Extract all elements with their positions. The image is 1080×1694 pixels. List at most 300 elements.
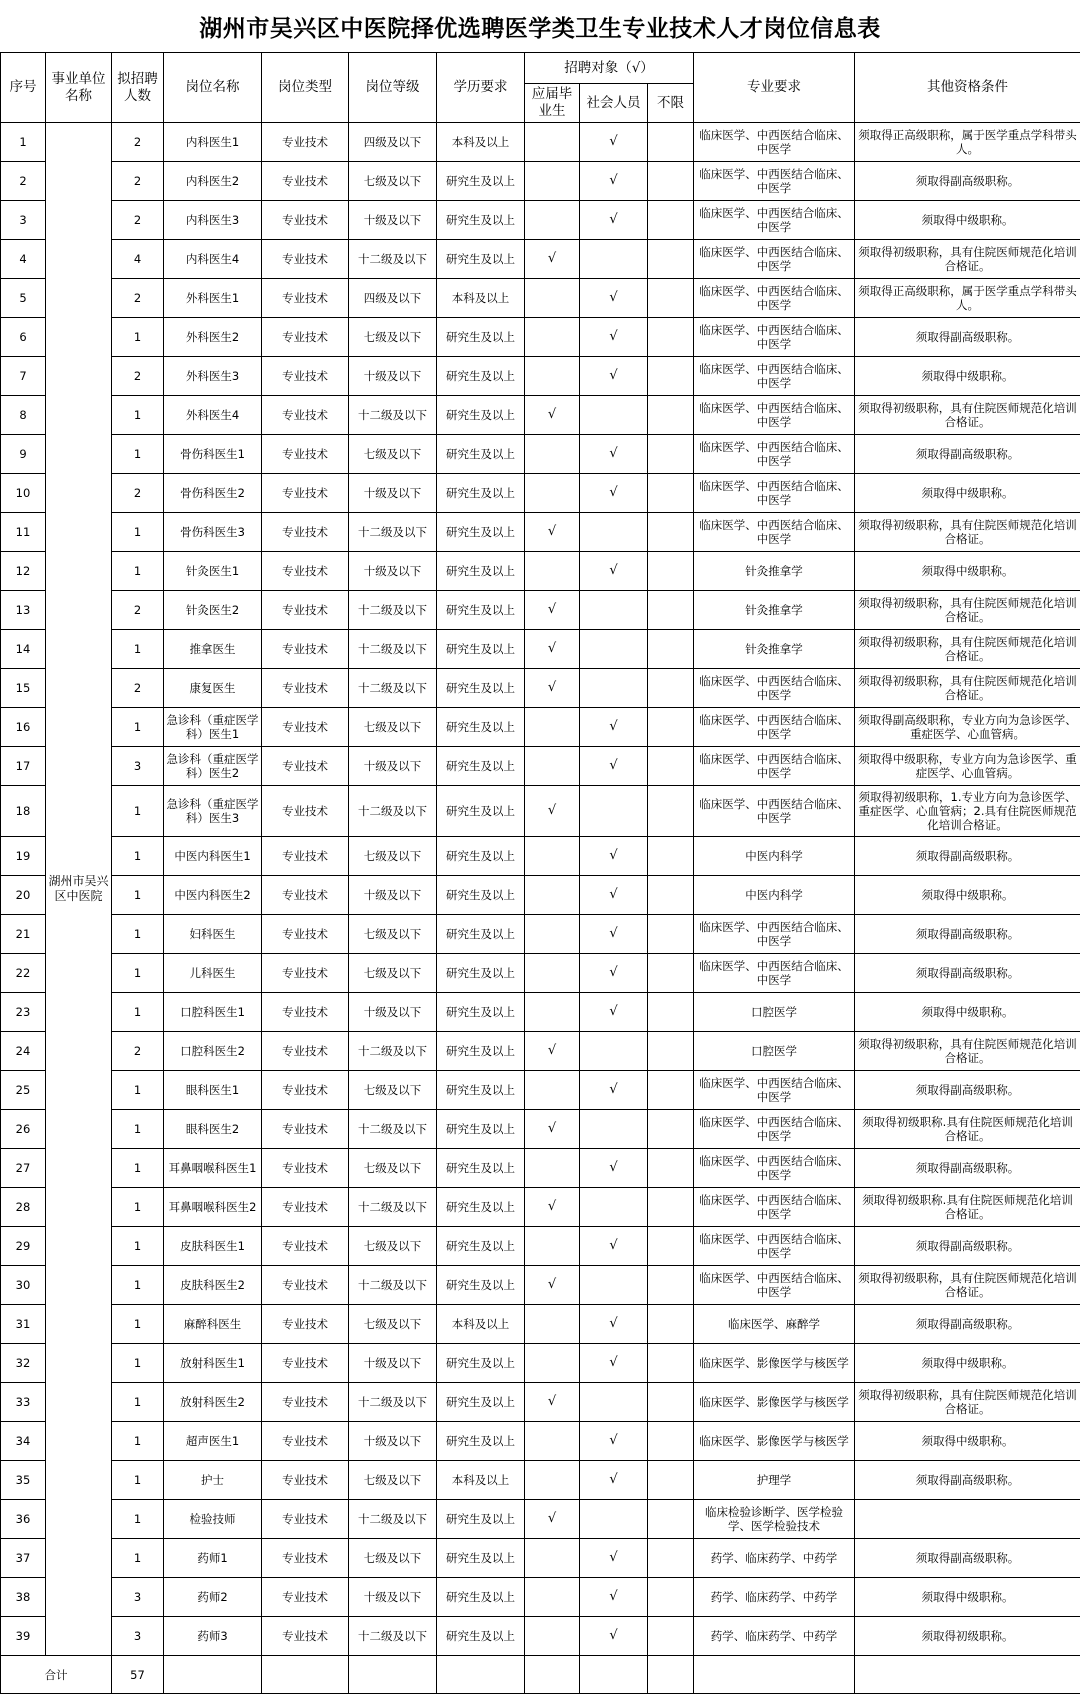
- table-row: [1, 1578, 1080, 1617]
- unlimited-cell: [648, 1032, 694, 1071]
- major-cell: 口腔医学: [694, 1032, 855, 1071]
- social-cell: √: [580, 1344, 648, 1383]
- seq-cell: 8: [1, 396, 46, 435]
- other-cell: 须取得副高级职称。: [855, 1539, 1080, 1578]
- education-cell: 研究生及以上: [437, 1266, 525, 1305]
- table-row: [1, 876, 1080, 915]
- post-level-cell: 七级及以下: [349, 435, 437, 474]
- social-cell: √: [580, 837, 648, 876]
- social-cell: √: [580, 474, 648, 513]
- post-type-cell: 专业技术: [262, 357, 349, 396]
- education-cell: 研究生及以上: [437, 1071, 525, 1110]
- post-level-cell: 十级及以下: [349, 357, 437, 396]
- post-level-cell: 七级及以下: [349, 1539, 437, 1578]
- total-row: [1, 1656, 1080, 1694]
- major-cell: 临床医学、中西医结合临床、中医学: [694, 396, 855, 435]
- count-cell: 1: [112, 786, 164, 837]
- count-cell: 1: [112, 876, 164, 915]
- fresh-grad-cell: [525, 123, 580, 162]
- fresh-grad-cell: [525, 1071, 580, 1110]
- major-cell: 中医内科学: [694, 876, 855, 915]
- education-cell: 研究生及以上: [437, 1422, 525, 1461]
- post-type-cell: 专业技术: [262, 162, 349, 201]
- post-level-cell: 十二级及以下: [349, 630, 437, 669]
- post-level-cell: 十二级及以下: [349, 1110, 437, 1149]
- fresh-grad-cell: [525, 747, 580, 786]
- table-row: [1, 669, 1080, 708]
- other-cell: 须取得初级职称，具有住院医师规范化培训合格证。: [855, 1032, 1080, 1071]
- post-type-cell: 专业技术: [262, 1344, 349, 1383]
- other-cell: 须取得初级职称，具有住院医师规范化培训合格证。: [855, 591, 1080, 630]
- seq-cell: 21: [1, 915, 46, 954]
- post-level-cell: 十级及以下: [349, 1344, 437, 1383]
- social-cell: [580, 1383, 648, 1422]
- other-cell: 须取得副高级职称。: [855, 1149, 1080, 1188]
- education-cell: 研究生及以上: [437, 1500, 525, 1539]
- unlimited-cell: [648, 123, 694, 162]
- header-other: 其他资格条件: [855, 53, 1080, 123]
- fresh-grad-cell: [525, 954, 580, 993]
- post-level-cell: 十级及以下: [349, 747, 437, 786]
- fresh-grad-cell: [525, 474, 580, 513]
- table-row: [1, 1188, 1080, 1227]
- table-row: [1, 1422, 1080, 1461]
- post-name-cell: 中医内科医生1: [164, 837, 262, 876]
- fresh-grad-cell: √: [525, 1500, 580, 1539]
- post-type-cell: 专业技术: [262, 1383, 349, 1422]
- count-cell: 1: [112, 837, 164, 876]
- post-level-cell: 七级及以下: [349, 318, 437, 357]
- major-cell: 临床医学、中西医结合临床、中医学: [694, 1149, 855, 1188]
- total-empty-cell: [580, 1656, 648, 1694]
- education-cell: 研究生及以上: [437, 1032, 525, 1071]
- table-row: [1, 630, 1080, 669]
- education-cell: 研究生及以上: [437, 837, 525, 876]
- education-cell: 研究生及以上: [437, 1188, 525, 1227]
- fresh-grad-cell: [525, 915, 580, 954]
- post-name-cell: 护士: [164, 1461, 262, 1500]
- post-level-cell: 十二级及以下: [349, 396, 437, 435]
- other-cell: 须取得中级职称。: [855, 1344, 1080, 1383]
- table-row: [1, 240, 1080, 279]
- post-type-cell: 专业技术: [262, 669, 349, 708]
- unlimited-cell: [648, 915, 694, 954]
- seq-cell: 36: [1, 1500, 46, 1539]
- seq-cell: 13: [1, 591, 46, 630]
- seq-cell: 14: [1, 630, 46, 669]
- post-type-cell: 专业技术: [262, 1305, 349, 1344]
- post-level-cell: 十二级及以下: [349, 669, 437, 708]
- seq-cell: 20: [1, 876, 46, 915]
- social-cell: [580, 630, 648, 669]
- education-cell: 研究生及以上: [437, 1383, 525, 1422]
- social-cell: √: [580, 747, 648, 786]
- social-cell: √: [580, 162, 648, 201]
- table-row: [1, 1266, 1080, 1305]
- major-cell: 临床医学、影像医学与核医学: [694, 1422, 855, 1461]
- other-cell: 须取得中级职称。: [855, 357, 1080, 396]
- seq-cell: 22: [1, 954, 46, 993]
- unlimited-cell: [648, 876, 694, 915]
- post-name-cell: 中医内科医生2: [164, 876, 262, 915]
- unlimited-cell: [648, 1344, 694, 1383]
- major-cell: 临床医学、中西医结合临床、中医学: [694, 123, 855, 162]
- other-cell: 须取得副高级职称。: [855, 954, 1080, 993]
- fresh-grad-cell: √: [525, 513, 580, 552]
- table-row: [1, 357, 1080, 396]
- education-cell: 研究生及以上: [437, 240, 525, 279]
- major-cell: 临床医学、中西医结合临床、中医学: [694, 240, 855, 279]
- fresh-grad-cell: [525, 1227, 580, 1266]
- post-name-cell: 急诊科（重症医学科）医生2: [164, 747, 262, 786]
- post-level-cell: 七级及以下: [349, 1071, 437, 1110]
- major-cell: 药学、临床药学、中药学: [694, 1578, 855, 1617]
- social-cell: [580, 513, 648, 552]
- education-cell: 研究生及以上: [437, 474, 525, 513]
- table-body: [1, 123, 1080, 1694]
- major-cell: 临床医学、中西医结合临床、中医学: [694, 1188, 855, 1227]
- social-cell: [580, 591, 648, 630]
- post-level-cell: 七级及以下: [349, 1227, 437, 1266]
- social-cell: √: [580, 1461, 648, 1500]
- major-cell: 临床医学、中西医结合临床、中医学: [694, 669, 855, 708]
- post-level-cell: 十级及以下: [349, 201, 437, 240]
- other-cell: 须取得初级职称，具有住院医师规范化培训合格证。: [855, 240, 1080, 279]
- count-cell: 2: [112, 591, 164, 630]
- post-level-cell: 四级及以下: [349, 279, 437, 318]
- social-cell: √: [580, 123, 648, 162]
- post-name-cell: 推拿医生: [164, 630, 262, 669]
- total-empty-cell: [525, 1656, 580, 1694]
- unlimited-cell: [648, 1227, 694, 1266]
- table-row: [1, 1110, 1080, 1149]
- post-name-cell: 放射科医生1: [164, 1344, 262, 1383]
- unit-name-cell: 湖州市吴兴区中医院: [46, 123, 112, 1656]
- seq-cell: 17: [1, 747, 46, 786]
- count-cell: 1: [112, 552, 164, 591]
- major-cell: 临床医学、中西医结合临床、中医学: [694, 954, 855, 993]
- education-cell: 研究生及以上: [437, 396, 525, 435]
- education-cell: 研究生及以上: [437, 786, 525, 837]
- unlimited-cell: [648, 1266, 694, 1305]
- education-cell: 研究生及以上: [437, 513, 525, 552]
- other-cell: [855, 1500, 1080, 1539]
- seq-cell: 11: [1, 513, 46, 552]
- seq-cell: 24: [1, 1032, 46, 1071]
- post-level-cell: 十级及以下: [349, 552, 437, 591]
- total-empty-cell: [855, 1656, 1080, 1694]
- major-cell: 药学、临床药学、中药学: [694, 1539, 855, 1578]
- other-cell: 须取得副高级职称。: [855, 435, 1080, 474]
- other-cell: 须取得初级职称，具有住院医师规范化培训合格证。: [855, 396, 1080, 435]
- post-name-cell: 外科医生1: [164, 279, 262, 318]
- social-cell: √: [580, 1227, 648, 1266]
- table-row: [1, 552, 1080, 591]
- unlimited-cell: [648, 1188, 694, 1227]
- table-row: [1, 1149, 1080, 1188]
- unlimited-cell: [648, 591, 694, 630]
- header-unit: 事业单位名称: [46, 53, 112, 123]
- post-name-cell: 检验技师: [164, 1500, 262, 1539]
- header-social: 社会人员: [580, 84, 648, 123]
- table-row: [1, 591, 1080, 630]
- post-type-cell: 专业技术: [262, 708, 349, 747]
- social-cell: √: [580, 279, 648, 318]
- post-level-cell: 十二级及以下: [349, 513, 437, 552]
- table-row: [1, 1383, 1080, 1422]
- unlimited-cell: [648, 708, 694, 747]
- education-cell: 研究生及以上: [437, 1578, 525, 1617]
- count-cell: 1: [112, 1539, 164, 1578]
- table-row: [1, 1032, 1080, 1071]
- unlimited-cell: [648, 630, 694, 669]
- other-cell: 须取得副高级职称。: [855, 1461, 1080, 1500]
- major-cell: 临床医学、影像医学与核医学: [694, 1383, 855, 1422]
- post-name-cell: 眼科医生2: [164, 1110, 262, 1149]
- total-empty-cell: [262, 1656, 349, 1694]
- major-cell: 临床医学、中西医结合临床、中医学: [694, 162, 855, 201]
- fresh-grad-cell: [525, 1344, 580, 1383]
- fresh-grad-cell: √: [525, 396, 580, 435]
- unlimited-cell: [648, 162, 694, 201]
- table-row: [1, 123, 1080, 162]
- post-level-cell: 四级及以下: [349, 123, 437, 162]
- major-cell: 临床医学、中西医结合临床、中医学: [694, 786, 855, 837]
- fresh-grad-cell: [525, 201, 580, 240]
- social-cell: √: [580, 201, 648, 240]
- seq-cell: 35: [1, 1461, 46, 1500]
- post-level-cell: 七级及以下: [349, 954, 437, 993]
- other-cell: 须取得中级职称。: [855, 201, 1080, 240]
- post-level-cell: 十二级及以下: [349, 1188, 437, 1227]
- post-name-cell: 放射科医生2: [164, 1383, 262, 1422]
- fresh-grad-cell: [525, 1539, 580, 1578]
- unlimited-cell: [648, 1422, 694, 1461]
- post-level-cell: 十级及以下: [349, 876, 437, 915]
- seq-cell: 5: [1, 279, 46, 318]
- major-cell: 临床检验诊断学、医学检验学、医学检验技术: [694, 1500, 855, 1539]
- major-cell: 临床医学、影像医学与核医学: [694, 1344, 855, 1383]
- count-cell: 1: [112, 1500, 164, 1539]
- post-type-cell: 专业技术: [262, 1266, 349, 1305]
- post-type-cell: 专业技术: [262, 396, 349, 435]
- post-level-cell: 七级及以下: [349, 1149, 437, 1188]
- count-cell: 3: [112, 747, 164, 786]
- post-level-cell: 七级及以下: [349, 915, 437, 954]
- seq-cell: 10: [1, 474, 46, 513]
- fresh-grad-cell: [525, 1578, 580, 1617]
- count-cell: 2: [112, 162, 164, 201]
- total-empty-cell: [648, 1656, 694, 1694]
- header-target-group: 招聘对象（√）: [525, 53, 694, 84]
- social-cell: √: [580, 1071, 648, 1110]
- count-cell: 1: [112, 993, 164, 1032]
- social-cell: [580, 1500, 648, 1539]
- social-cell: [580, 1032, 648, 1071]
- fresh-grad-cell: √: [525, 1383, 580, 1422]
- fresh-grad-cell: [525, 1461, 580, 1500]
- social-cell: [580, 1110, 648, 1149]
- seq-cell: 33: [1, 1383, 46, 1422]
- unlimited-cell: [648, 747, 694, 786]
- post-type-cell: 专业技术: [262, 591, 349, 630]
- unlimited-cell: [648, 1500, 694, 1539]
- count-cell: 1: [112, 396, 164, 435]
- post-type-cell: 专业技术: [262, 201, 349, 240]
- post-type-cell: 专业技术: [262, 1149, 349, 1188]
- unlimited-cell: [648, 201, 694, 240]
- count-cell: 1: [112, 630, 164, 669]
- major-cell: 临床医学、中西医结合临床、中医学: [694, 1266, 855, 1305]
- page-title: 湖州市吴兴区中医院择优选聘医学类卫生专业技术人才岗位信息表: [0, 0, 1080, 52]
- social-cell: √: [580, 915, 648, 954]
- position-table: [0, 52, 1080, 1694]
- seq-cell: 37: [1, 1539, 46, 1578]
- seq-cell: 6: [1, 318, 46, 357]
- major-cell: 临床医学、中西医结合临床、中医学: [694, 708, 855, 747]
- fresh-grad-cell: [525, 279, 580, 318]
- education-cell: 研究生及以上: [437, 162, 525, 201]
- table-row: [1, 318, 1080, 357]
- other-cell: 须取得初级职称，具有住院医师规范化培训合格证。: [855, 1383, 1080, 1422]
- table-row: [1, 1305, 1080, 1344]
- count-cell: 1: [112, 1305, 164, 1344]
- fresh-grad-cell: [525, 1422, 580, 1461]
- major-cell: 临床医学、中西医结合临床、中医学: [694, 1110, 855, 1149]
- post-name-cell: 耳鼻咽喉科医生1: [164, 1149, 262, 1188]
- education-cell: 研究生及以上: [437, 954, 525, 993]
- table-row: [1, 279, 1080, 318]
- social-cell: √: [580, 1617, 648, 1656]
- social-cell: √: [580, 1305, 648, 1344]
- unlimited-cell: [648, 1539, 694, 1578]
- total-empty-cell: [164, 1656, 262, 1694]
- post-type-cell: 专业技术: [262, 915, 349, 954]
- post-level-cell: 七级及以下: [349, 162, 437, 201]
- post-level-cell: 十二级及以下: [349, 1500, 437, 1539]
- header-education: 学历要求: [437, 53, 525, 123]
- unlimited-cell: [648, 1071, 694, 1110]
- post-type-cell: 专业技术: [262, 240, 349, 279]
- table-row: [1, 1344, 1080, 1383]
- unlimited-cell: [648, 279, 694, 318]
- header-post-level: 岗位等级: [349, 53, 437, 123]
- education-cell: 研究生及以上: [437, 318, 525, 357]
- post-type-cell: 专业技术: [262, 123, 349, 162]
- post-name-cell: 针灸医生1: [164, 552, 262, 591]
- table-row: [1, 435, 1080, 474]
- major-cell: 药学、临床药学、中药学: [694, 1617, 855, 1656]
- count-cell: 3: [112, 1578, 164, 1617]
- other-cell: 须取得正高级职称，属于医学重点学科带头人。: [855, 123, 1080, 162]
- education-cell: 本科及以上: [437, 1305, 525, 1344]
- fresh-grad-cell: [525, 357, 580, 396]
- post-name-cell: 外科医生2: [164, 318, 262, 357]
- unlimited-cell: [648, 837, 694, 876]
- major-cell: 临床医学、中西医结合临床、中医学: [694, 201, 855, 240]
- social-cell: √: [580, 1149, 648, 1188]
- count-cell: 1: [112, 1461, 164, 1500]
- unlimited-cell: [648, 786, 694, 837]
- post-type-cell: 专业技术: [262, 513, 349, 552]
- other-cell: 须取得初级职称。: [855, 1617, 1080, 1656]
- table-row: [1, 1071, 1080, 1110]
- post-type-cell: 专业技术: [262, 318, 349, 357]
- fresh-grad-cell: [525, 1305, 580, 1344]
- post-level-cell: 十级及以下: [349, 993, 437, 1032]
- unlimited-cell: [648, 954, 694, 993]
- unlimited-cell: [648, 1149, 694, 1188]
- post-type-cell: 专业技术: [262, 474, 349, 513]
- table-row: [1, 915, 1080, 954]
- fresh-grad-cell: √: [525, 1188, 580, 1227]
- other-cell: 须取得中级职称，专业方向为急诊医学、重症医学、心血管病。: [855, 747, 1080, 786]
- other-cell: 须取得初级职称，具有住院医师规范化培训合格证。: [855, 669, 1080, 708]
- count-cell: 1: [112, 435, 164, 474]
- fresh-grad-cell: [525, 993, 580, 1032]
- other-cell: 须取得正高级职称，属于医学重点学科带头人。: [855, 279, 1080, 318]
- fresh-grad-cell: [525, 708, 580, 747]
- other-cell: 须取得中级职称。: [855, 876, 1080, 915]
- major-cell: 中医内科学: [694, 837, 855, 876]
- post-type-cell: 专业技术: [262, 1032, 349, 1071]
- count-cell: 2: [112, 357, 164, 396]
- total-count: 57: [112, 1656, 164, 1694]
- other-cell: 须取得副高级职称。: [855, 162, 1080, 201]
- fresh-grad-cell: √: [525, 669, 580, 708]
- fresh-grad-cell: √: [525, 591, 580, 630]
- major-cell: 临床医学、中西医结合临床、中医学: [694, 1071, 855, 1110]
- seq-cell: 38: [1, 1578, 46, 1617]
- post-name-cell: 外科医生4: [164, 396, 262, 435]
- post-type-cell: 专业技术: [262, 1578, 349, 1617]
- count-cell: 1: [112, 513, 164, 552]
- fresh-grad-cell: [525, 552, 580, 591]
- post-name-cell: 眼科医生1: [164, 1071, 262, 1110]
- post-level-cell: 七级及以下: [349, 1461, 437, 1500]
- table-row: [1, 474, 1080, 513]
- education-cell: 研究生及以上: [437, 591, 525, 630]
- count-cell: 1: [112, 1071, 164, 1110]
- post-type-cell: 专业技术: [262, 1617, 349, 1656]
- social-cell: √: [580, 954, 648, 993]
- count-cell: 1: [112, 1227, 164, 1266]
- social-cell: [580, 669, 648, 708]
- post-level-cell: 十二级及以下: [349, 786, 437, 837]
- social-cell: √: [580, 318, 648, 357]
- unlimited-cell: [648, 1578, 694, 1617]
- header-unlimited: 不限: [648, 84, 694, 123]
- social-cell: [580, 1266, 648, 1305]
- post-type-cell: 专业技术: [262, 876, 349, 915]
- social-cell: √: [580, 357, 648, 396]
- fresh-grad-cell: [525, 876, 580, 915]
- major-cell: 临床医学、中西医结合临床、中医学: [694, 513, 855, 552]
- other-cell: 须取得初级职称.具有住院医师规范化培训合格证。: [855, 1188, 1080, 1227]
- major-cell: 临床医学、中西医结合临床、中医学: [694, 435, 855, 474]
- social-cell: √: [580, 435, 648, 474]
- major-cell: 临床医学、中西医结合临床、中医学: [694, 279, 855, 318]
- count-cell: 1: [112, 1344, 164, 1383]
- major-cell: 临床医学、中西医结合临床、中医学: [694, 747, 855, 786]
- other-cell: 须取得副高级职称。: [855, 318, 1080, 357]
- post-level-cell: 十二级及以下: [349, 240, 437, 279]
- post-name-cell: 超声医生1: [164, 1422, 262, 1461]
- unlimited-cell: [648, 1110, 694, 1149]
- post-name-cell: 儿科医生: [164, 954, 262, 993]
- major-cell: 临床医学、中西医结合临床、中医学: [694, 357, 855, 396]
- fresh-grad-cell: [525, 435, 580, 474]
